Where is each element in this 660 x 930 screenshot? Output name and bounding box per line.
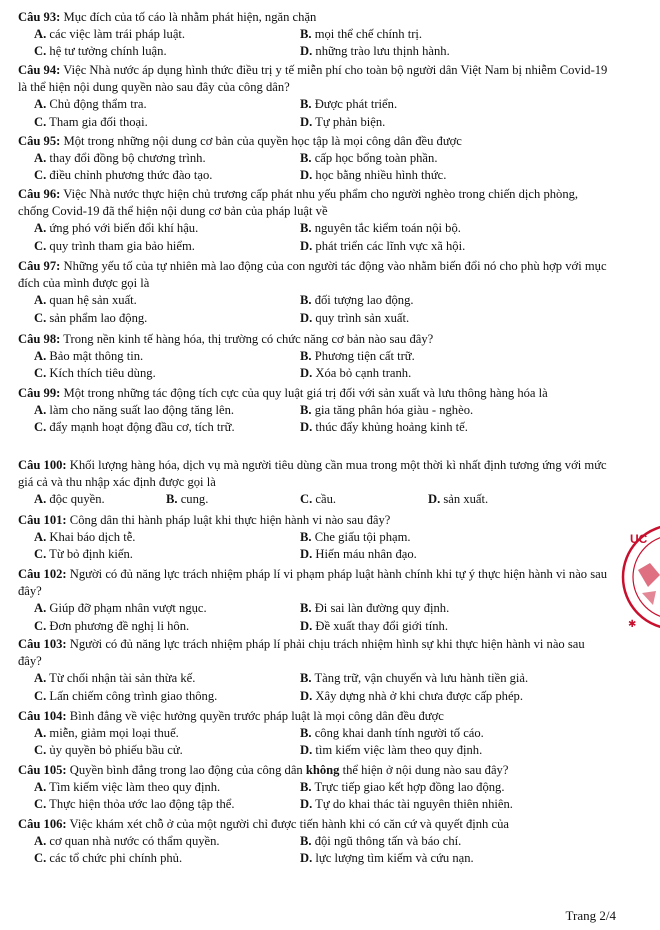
- option-c[interactable]: C. sản phẩm lao động.: [34, 310, 148, 325]
- option-d[interactable]: D. Hiến máu nhân đạo.: [300, 547, 417, 562]
- svg-text:✱: ✱: [628, 619, 637, 630]
- options-row: [34, 348, 610, 365]
- option-c[interactable]: C. Tham gia đối thoại.: [34, 114, 148, 129]
- option-d[interactable]: D. học bằng nhiều hình thức.: [300, 168, 447, 183]
- options-row: [34, 96, 610, 113]
- question-number: Câu 96:: [18, 187, 61, 201]
- question-100: [18, 457, 610, 509]
- option-d[interactable]: D. tìm kiếm việc làm theo quy định.: [300, 743, 483, 758]
- question-number: Câu 101:: [18, 513, 67, 527]
- question-text: Câu 104: Bình đẳng về việc hưởng quyền trước pháp luật là mọi công dân đều được: [18, 709, 444, 723]
- question-text: Câu 98: Trong nền kinh tế hàng hóa, thị trường có chức năng cơ bản nào sau đây?: [18, 332, 434, 346]
- option-a[interactable]: A. làm cho năng suất lao động tăng lên.: [34, 403, 235, 418]
- stamp-text: UC: [630, 532, 648, 546]
- options-row: [34, 491, 610, 508]
- question-number: Câu 100:: [18, 458, 67, 472]
- option-d[interactable]: D. Đề xuất thay đổi giới tính.: [300, 618, 448, 633]
- option-b[interactable]: B. Đi sai làn đường quy định.: [300, 601, 450, 616]
- option-a[interactable]: A. miễn, giảm mọi loại thuế.: [34, 726, 179, 741]
- options-row: [34, 26, 610, 43]
- option-b[interactable]: B. Che giấu tội phạm.: [300, 530, 411, 545]
- option-b[interactable]: B. Phương tiện cất trữ.: [300, 349, 415, 364]
- option-d[interactable]: D. lực lượng tìm kiếm và cứu nạn.: [300, 851, 474, 866]
- question-94: [18, 62, 610, 131]
- option-b[interactable]: B. Tàng trữ, vận chuyển và lưu hành tiền giả.: [300, 671, 529, 686]
- options-row: [34, 114, 610, 131]
- stamp-seal: [620, 515, 660, 645]
- options-row: [34, 402, 610, 419]
- option-c[interactable]: C. Kích thích tiêu dùng.: [34, 366, 156, 381]
- question-number: Câu 99:: [18, 386, 61, 400]
- options-row: [34, 43, 610, 60]
- option-b[interactable]: B. Được phát triển.: [300, 97, 398, 112]
- question-98: [18, 331, 610, 383]
- options-row: [34, 725, 610, 742]
- options-row: [34, 796, 610, 813]
- question-97: [18, 258, 610, 327]
- option-a[interactable]: A. Khai báo dịch tễ.: [34, 530, 136, 545]
- question-text: Câu 94: Việc Nhà nước áp dụng hình thức điều trị y tế miễn phí cho toàn bộ người dân Việt Nam bị nhiễm Covid-19 là thể hiện nội dung quyền nào sau đây của công dân?: [18, 63, 608, 95]
- option-c[interactable]: C. Từ bỏ định kiến.: [34, 547, 133, 562]
- option-b[interactable]: B. cấp học bổng toàn phần.: [300, 151, 438, 166]
- option-b[interactable]: B. Trực tiếp giao kết hợp đồng lao động.: [300, 780, 505, 795]
- options-row: [34, 167, 610, 184]
- option-a[interactable]: A. Từ chối nhận tài sản thừa kế.: [34, 671, 196, 686]
- option-c[interactable]: C. các tổ chức phi chính phủ.: [34, 851, 183, 866]
- option-a[interactable]: A. quan hệ sản xuất.: [34, 293, 137, 308]
- page-number: Trang 2/4: [565, 908, 616, 923]
- option-b[interactable]: B. mọi thể chế chính trị.: [300, 27, 423, 42]
- option-d[interactable]: D. Xây dựng nhà ở khi chưa được cấp phép.: [300, 688, 523, 703]
- question-text: Câu 95: Một trong những nội dung cơ bản của quyền học tập là mọi công dân đều được: [18, 134, 462, 148]
- options-row: [34, 618, 610, 635]
- option-c[interactable]: C. cầu.: [300, 492, 337, 507]
- option-a[interactable]: A. thay đổi đồng bộ chương trình.: [34, 151, 206, 166]
- option-d[interactable]: D. phát triển các lĩnh vực xã hội.: [300, 238, 466, 253]
- question-104: [18, 708, 610, 760]
- option-d[interactable]: D. quy trình sản xuất.: [300, 310, 410, 325]
- question-96: [18, 186, 610, 255]
- question-text: Câu 102: Người có đủ năng lực trách nhiệm pháp lí vi phạm pháp luật hành chính khi tự ý thực hiện hành vi nào sau đây?: [18, 567, 608, 599]
- option-d[interactable]: D. những trào lưu thịnh hành.: [300, 44, 450, 59]
- question-95: [18, 133, 610, 185]
- option-c[interactable]: C. Thực hiện thỏa ước lao động tập thể.: [34, 797, 235, 812]
- question-text: Câu 105: Quyền bình đẳng trong lao động của công dân không thể hiện ở nội dung nào sau đây?: [18, 763, 509, 777]
- options-row: [34, 688, 610, 705]
- question-text: Câu 101: Công dân thi hành pháp luật khi thực hiện hành vi nào sau đây?: [18, 513, 391, 527]
- option-d[interactable]: D. Tự phản biện.: [300, 114, 386, 129]
- options-row: [34, 850, 610, 867]
- option-d[interactable]: D. sản xuất.: [428, 492, 489, 507]
- question-102: [18, 566, 610, 635]
- question-text: Câu 99: Một trong những tác động tích cực của quy luật giá trị đối với sản xuất và lưu thông hàng hóa là: [18, 386, 548, 400]
- question-number: Câu 95:: [18, 134, 61, 148]
- question-101: [18, 512, 610, 564]
- option-a[interactable]: A. các việc làm trái pháp luật.: [34, 27, 186, 42]
- options-row: [34, 238, 610, 255]
- question-text: Câu 96: Việc Nhà nước thực hiện chủ trương cấp phát nhu yếu phẩm cho người nghèo trong chiến dịch phòng, chống Covid-19 đã thể hiện nội dung cơ bản của pháp luật về: [18, 187, 579, 219]
- option-b[interactable]: B. đội ngũ thông tấn và báo chí.: [300, 834, 462, 849]
- options-row: [34, 220, 610, 237]
- option-c[interactable]: C. Đơn phương đề nghị li hôn.: [34, 618, 190, 633]
- option-c[interactable]: C. đẩy mạnh hoạt động đầu cơ, tích trữ.: [34, 420, 235, 435]
- option-b[interactable]: B. công khai danh tính người tố cáo.: [300, 726, 484, 741]
- options-row: [34, 742, 610, 759]
- option-c[interactable]: C. quy trình tham gia bảo hiểm.: [34, 238, 195, 253]
- question-text: Câu 106: Việc khám xét chỗ ở của một người chỉ được tiến hành khi có căn cứ và quyết định của: [18, 817, 509, 831]
- option-a[interactable]: A. Bảo mật thông tin.: [34, 349, 144, 364]
- question-text: Câu 93: Mục đích của tố cáo là nhằm phát hiện, ngăn chặn: [18, 10, 317, 24]
- question-number: Câu 102:: [18, 567, 67, 581]
- option-c[interactable]: C. ủy quyền bỏ phiếu bầu cử.: [34, 743, 183, 758]
- options-row: [34, 529, 610, 546]
- question-text: Câu 97: Những yếu tố của tự nhiên mà lao động của con người tác động vào nhằm biến đổi nó cho phù hợp với mục đích của mình được gọi là: [18, 259, 607, 291]
- options-row: [34, 670, 610, 687]
- question-99: [18, 385, 610, 437]
- question-number: Câu 93:: [18, 10, 61, 24]
- option-d[interactable]: D. Tự do khai thác tài nguyên thiên nhiên.: [300, 797, 513, 812]
- option-a[interactable]: A. Tìm kiếm việc làm theo quy định.: [34, 780, 221, 795]
- option-b[interactable]: B. gia tăng phân hóa giàu - nghèo.: [300, 403, 474, 418]
- question-text: Câu 100: Khối lượng hàng hóa, dịch vụ mà người tiêu dùng cần mua trong một thời kì nhất định tương ứng với mức giá cả và thu nhập xác định được gọi là: [18, 458, 607, 490]
- options-row: [34, 779, 610, 796]
- question-text: Câu 103: Người có đủ năng lực trách nhiệm pháp lí phải chịu trách nhiệm hình sự khi thực hiện hành vi nào sau đây?: [18, 637, 585, 669]
- question-number: Câu 97:: [18, 259, 61, 273]
- question-106: [18, 816, 610, 868]
- option-b[interactable]: B. cung.: [166, 492, 209, 507]
- options-row: [34, 292, 610, 309]
- question-number: Câu 104:: [18, 709, 67, 723]
- options-row: [34, 150, 610, 167]
- question-103: [18, 636, 610, 705]
- options-row: [34, 310, 610, 327]
- option-b[interactable]: B. đối tượng lao động.: [300, 293, 414, 308]
- options-row: [34, 833, 610, 850]
- option-a[interactable]: A. cơ quan nhà nước có thẩm quyền.: [34, 834, 220, 849]
- question-number: Câu 105:: [18, 763, 67, 777]
- option-b[interactable]: B. nguyên tắc kiểm toán nội bộ.: [300, 221, 461, 236]
- options-row: [34, 600, 610, 617]
- question-number: Câu 103:: [18, 637, 67, 651]
- question-number: Câu 94:: [18, 63, 61, 77]
- option-d[interactable]: D. thúc đẩy khủng hoảng kinh tế.: [300, 420, 468, 435]
- options-row: [34, 365, 610, 382]
- question-93: [18, 9, 610, 61]
- emphasis-word: không: [305, 763, 340, 777]
- option-c[interactable]: C. Lấn chiếm công trình giao thông.: [34, 688, 218, 703]
- option-a[interactable]: A. ứng phó với biến đổi khí hậu.: [34, 221, 199, 236]
- options-row: [34, 546, 610, 563]
- option-c[interactable]: C. hệ tư tưởng chính luận.: [34, 44, 167, 59]
- question-number: Câu 98:: [18, 332, 61, 346]
- option-a[interactable]: A. Giúp đỡ phạm nhân vượt ngục.: [34, 601, 207, 616]
- question-105: [18, 762, 610, 814]
- option-a[interactable]: A. Chủ động thẩm tra.: [34, 97, 147, 112]
- option-c[interactable]: C. điều chỉnh phương thức đào tạo.: [34, 168, 213, 183]
- option-d[interactable]: D. Xóa bỏ cạnh tranh.: [300, 366, 412, 381]
- question-number: Câu 106:: [18, 817, 67, 831]
- options-row: [34, 419, 610, 436]
- option-a[interactable]: A. độc quyền.: [34, 492, 105, 507]
